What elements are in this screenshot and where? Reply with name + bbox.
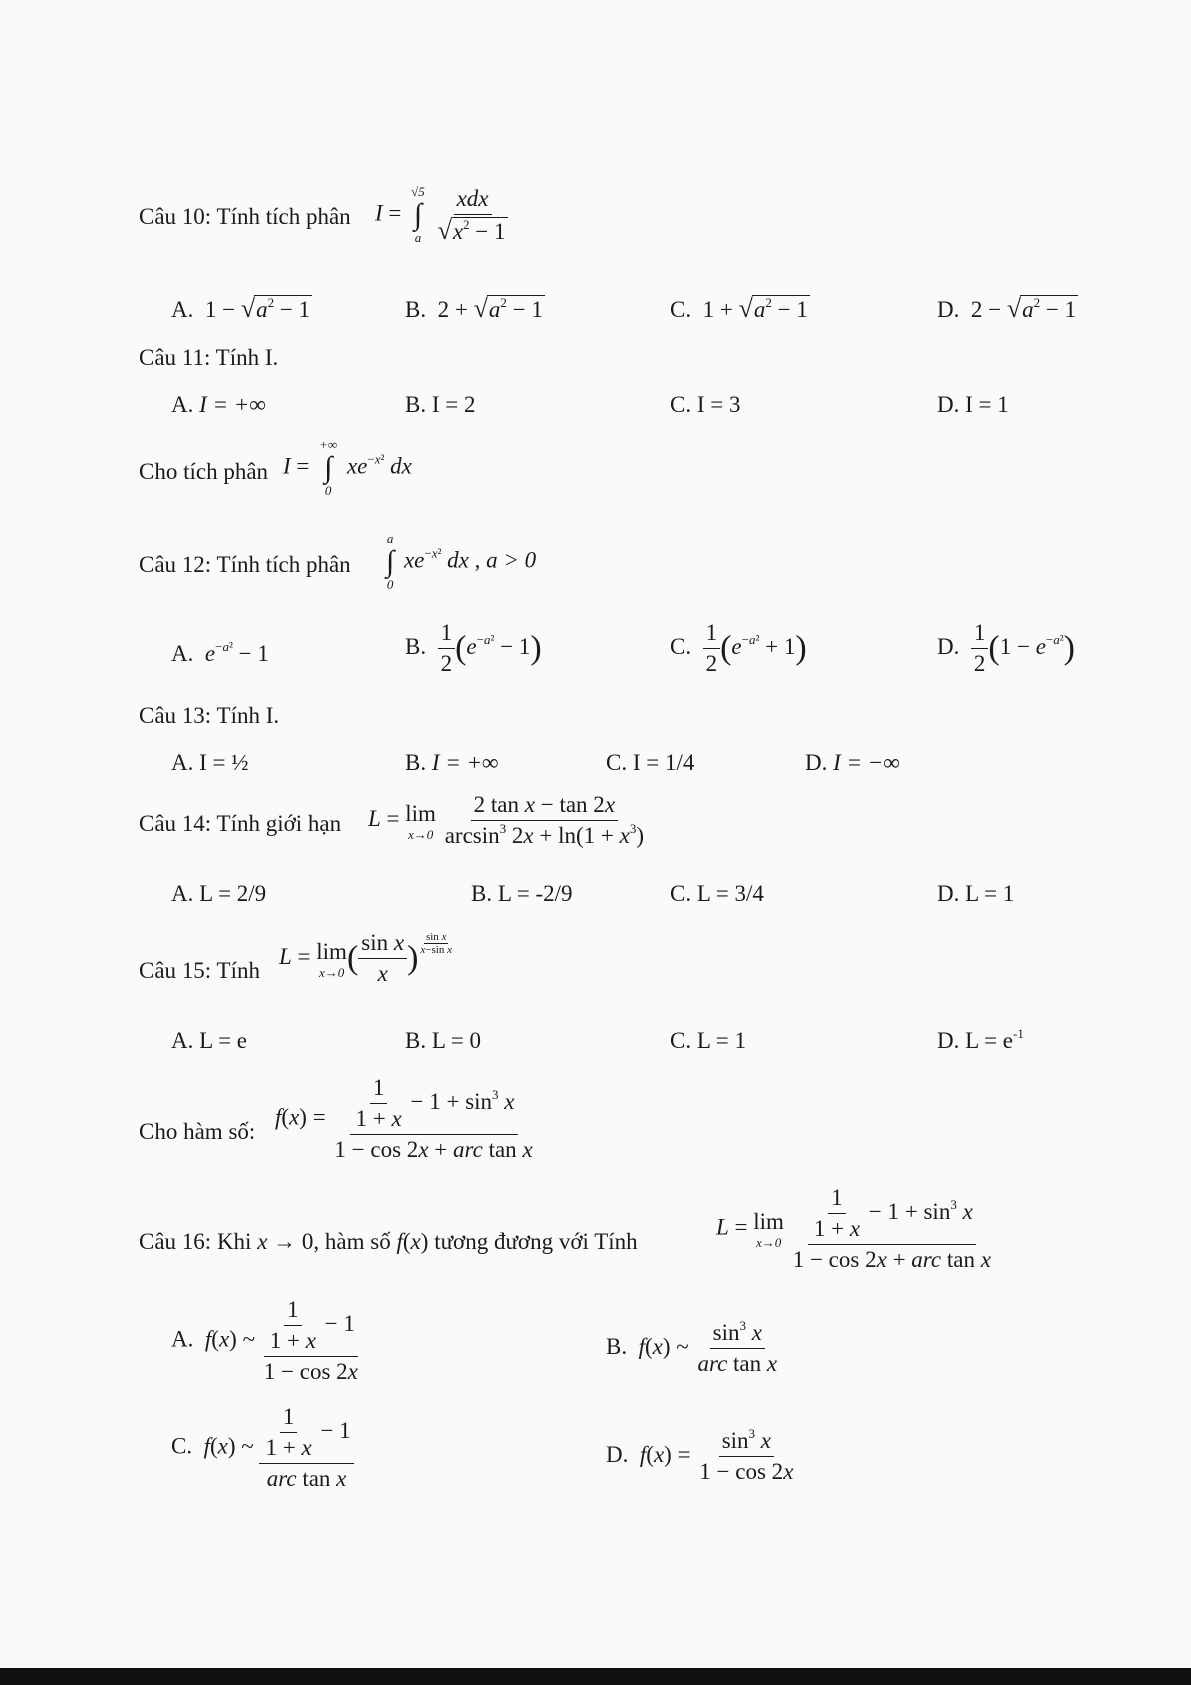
- q16-option-b[interactable]: B. f(x) ~ $\frac{\sin^3 x}{\text{arc tan x}}$: [606, 1318, 778, 1376]
- integral-sign: √5 ∫ a: [411, 184, 425, 245]
- q15-option-a[interactable]: A. L = e: [171, 1028, 248, 1053]
- q15-option-d[interactable]: D. $L = e^{-1}$: [937, 1026, 1024, 1053]
- q14-formula: L = lim x→0 $\frac{\text{2 tan x − tan 2x}}{\arcsin^3 2x + \ln(1 + x^3)}$: [368, 792, 644, 848]
- q11-label: Câu 11: Tính I.: [139, 345, 279, 370]
- q15-formula: L = lim x→0 ( $\frac{\text{sin x}}{x}$ ) $\frac{\text{sin x}}{\text{x−sin x}}$: [279, 930, 452, 986]
- q11-option-d[interactable]: D. I = 1: [937, 392, 1009, 417]
- given1-formula: I = +∞ ∫ 0 $xe^{-x^2}$ dx: [283, 437, 412, 498]
- q16-option-a[interactable]: A. f(x) ~ $\frac{1}{1 + x}$ − 1 1 − cos 2x: [171, 1297, 358, 1384]
- q13-option-c[interactable]: C. I = 1/4: [606, 750, 695, 775]
- q11-option-c[interactable]: C. I = 3: [670, 392, 741, 417]
- q14-option-b[interactable]: B. L = -2/9: [471, 881, 573, 906]
- q12-label: Câu 12: Tính tích phân: [139, 552, 351, 577]
- q10-option-b[interactable]: B. 2 + √ $a^2 - 1$: [405, 294, 543, 323]
- q13-option-a[interactable]: A. I = ½: [171, 750, 249, 775]
- q11-option-b[interactable]: B. I = 2: [405, 392, 476, 417]
- given1-label: Cho tích phân: [139, 459, 269, 484]
- q15-label: Câu 15: Tính: [139, 958, 260, 983]
- q13-label: Câu 13: Tính I.: [139, 703, 280, 728]
- q10-option-d[interactable]: D. 2 − √ $a^2 - 1$: [937, 294, 1077, 323]
- q16-label: Câu 16: Khi x → 0, hàm số f(x) tương đương với Tính: [139, 1229, 638, 1254]
- q14-option-d[interactable]: D. L = 1: [937, 881, 1015, 906]
- q16-option-c[interactable]: C. f(x) ~ $\frac{1}{1 + x}$ − 1 arc tan x: [171, 1404, 354, 1492]
- q11-option-a[interactable]: A. I = +∞: [171, 392, 266, 417]
- q12-option-a[interactable]: A. $e^{-a^2} - 1$: [171, 639, 269, 666]
- given2-formula: f(x) = $\frac{1}{1 + x}$ − $1 + \sin^3 x$ 1 − cos 2x + arc tan x: [275, 1075, 533, 1162]
- q12-option-d[interactable]: D. $\frac{1}{2}$ $(1 - e^{-a^2})$: [937, 620, 1075, 676]
- q14-label: Câu 14: Tính giới hạn: [139, 811, 342, 836]
- q10-option-c[interactable]: C. 1 + √ $a^2 - 1$: [670, 294, 808, 323]
- q15-option-b[interactable]: B. L = 0: [405, 1028, 482, 1053]
- bottom-edge-strip: [0, 1668, 1191, 1685]
- q10-label: Câu 10: Tính tích phân: [139, 204, 351, 229]
- q10-fraction: xdx √ $x^2 - 1$: [437, 185, 506, 245]
- q16-formula: L = lim x→0 $\frac{1}{1 + x}$ − $1 + \sin^3 x$ 1 − cos 2x + arc tan x: [716, 1185, 991, 1272]
- q13-option-b[interactable]: B. I = +∞: [405, 750, 499, 775]
- q12-option-b[interactable]: B. $\frac{1}{2}$ $(e^{-a^2} - 1)$: [405, 620, 542, 676]
- q15-option-c[interactable]: C. L = 1: [670, 1028, 747, 1053]
- q13-option-d[interactable]: D. I = −∞: [805, 750, 900, 775]
- integral-sign: +∞ ∫ 0: [319, 437, 338, 498]
- q14-option-a[interactable]: A. L = 2/9: [171, 881, 267, 906]
- given2-label: Cho hàm số:: [139, 1119, 256, 1144]
- q14-option-c[interactable]: C. L = 3/4: [670, 881, 764, 906]
- q12-formula: a ∫ 0 $xe^{-x^2}$ dx , a > 0: [386, 531, 537, 592]
- integral-sign: a ∫ 0: [386, 531, 395, 592]
- q16-option-d[interactable]: D. f(x) = $\frac{\sin^3 x}{1 - \cos 2x}$: [606, 1426, 794, 1484]
- q10-formula: I = √5 ∫ a xdx √ $x^2 - 1$: [375, 185, 511, 245]
- q12-option-c[interactable]: C. $\frac{1}{2}$ $(e^{-a^2} + 1)$: [670, 620, 807, 676]
- q10-option-a[interactable]: A. 1 − √ $a^2 - 1$: [171, 294, 311, 323]
